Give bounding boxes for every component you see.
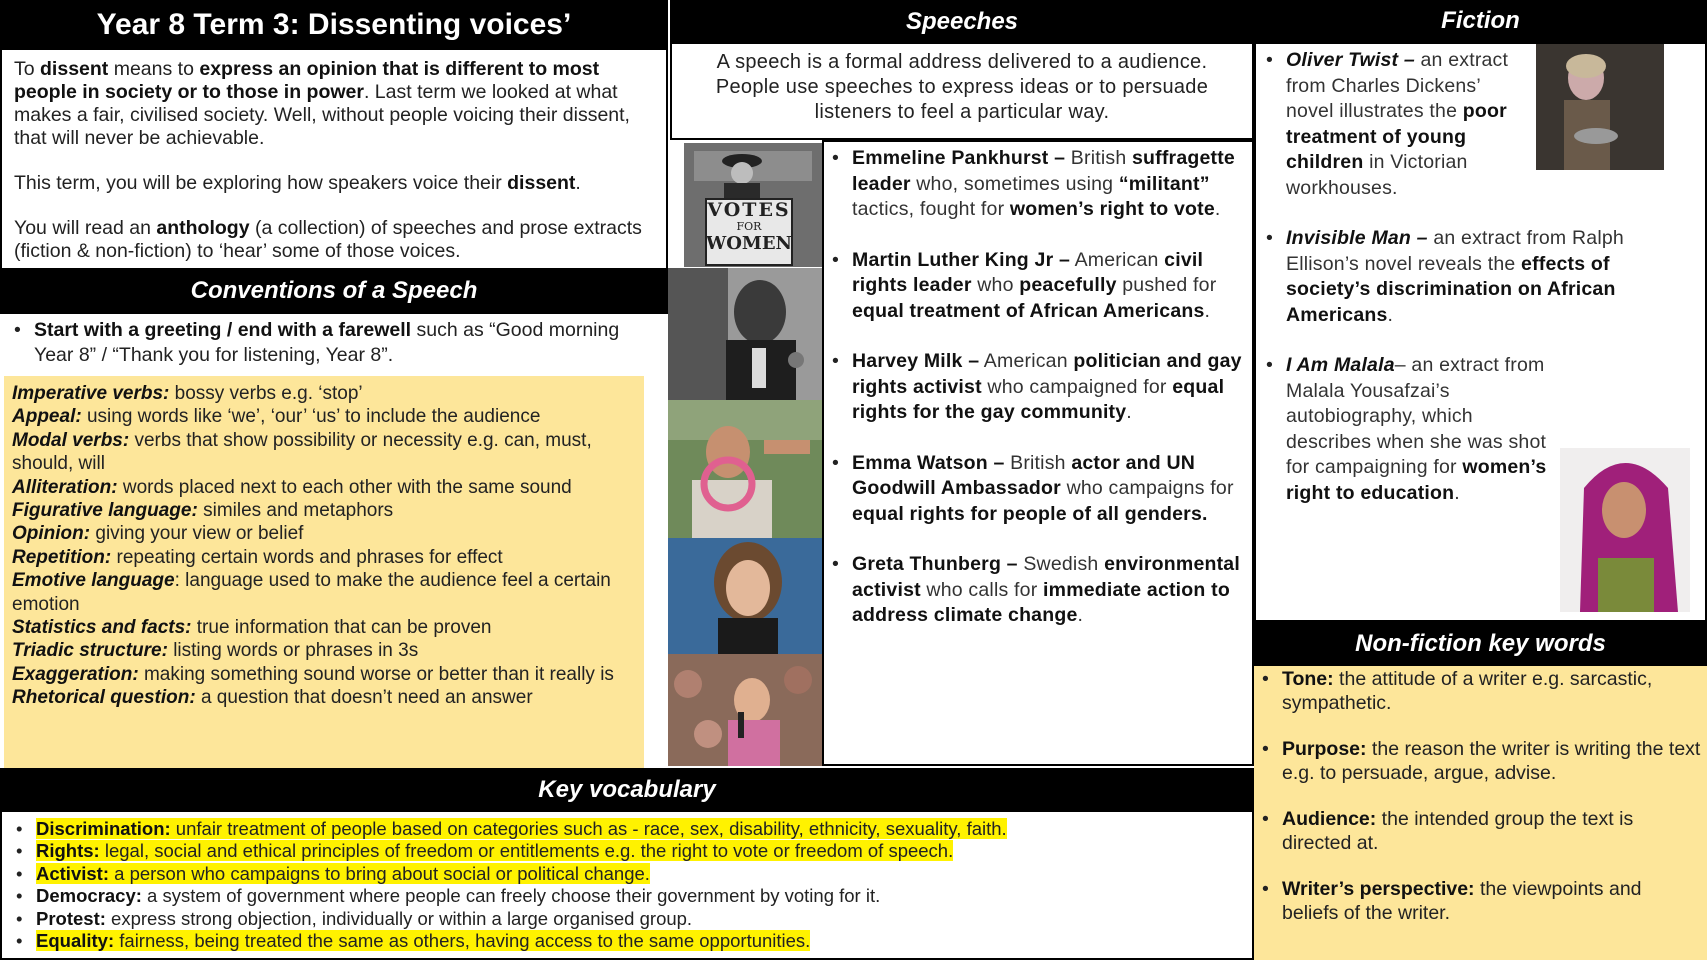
vocab-entry [36,908,692,929]
speaker-name: Martin Luther King Jr – [852,248,1071,271]
convention-term-definition: a question that doesn’t need an answer [195,687,533,709]
speaker-description: . [1077,604,1084,626]
speaker-key-phrase: peacefully [1019,274,1117,296]
fiction-item [1262,353,1562,506]
speaker-name: Greta Thunberg – [852,553,1018,575]
speaker-key-phrase: immediate action to address climate change [852,578,1230,626]
nonfiction-heading: Non-fiction key words [1254,622,1707,666]
fiction-title: Oliver Twist – [1286,49,1415,71]
nonfiction-definition: the attitude of a writer e.g. sarcastic, sympathetic. [1282,668,1653,714]
vocab-item [12,863,1242,885]
nonfiction-key-word [1258,808,1703,855]
fiction-description: – an extract from Malala Yousafzai’s autobiography, which describes when she was shot for campaigning for [1286,354,1547,478]
fiction-title: Invisible Man – [1286,227,1428,249]
convention-term-name: Figurative language: [12,500,198,522]
vocab-item [12,885,1242,907]
speaker-description: Swedish [1017,553,1105,575]
vocab-definition: a person who campaigns to bring about social or political change. [109,862,650,884]
fiction-key-phrase: women’s right to education [1286,456,1547,504]
convention-term-name: Modal verbs: [12,429,130,451]
speaker-key-phrase: environmental activist [852,553,1240,601]
fiction-description: an extract from Charles Dickens’ novel illustrates the [1286,49,1509,122]
speakers-panel [822,140,1254,766]
convention-term-definition: words placed next to each other with the same sound [117,476,572,498]
speaker-description: British [1065,147,1132,169]
speaker-description: who, sometimes using [910,172,1119,195]
speaker-name: Emmeline Pankhurst – [852,147,1066,169]
nonfiction-definition: the reason the writer is writing the text e.g. to persuade, argue, advise. [1282,738,1701,784]
speaker-name: Harvey Milk – [852,350,980,372]
convention-term [12,569,636,616]
speaker-key-phrase: politician and gay rights activist [852,350,1242,398]
convention-term-name: Triadic structure: [12,640,168,662]
convention-term-name: Repetition: [12,546,112,568]
speaker-key-phrase: “militant” [1118,172,1210,195]
vocab-term: Protest: [36,907,106,929]
convention-term-definition: using words like ‘we’, ‘our’ ‘us’ to include the audience [81,406,541,428]
convention-term-definition: bossy verbs e.g. ‘stop’ [169,383,363,404]
convention-term-definition: giving your view or belief [90,523,304,545]
nonfiction-term: Writer’s perspective: [1282,878,1475,900]
vocab-item [12,908,1242,930]
convention-term [12,499,636,522]
vocab-entry [36,885,880,906]
intro-paragraph-3: You will read an anthology (a collection) of speeches and prose extracts (fiction & non-fiction) to ‘hear’ some of those voices. [14,217,642,262]
vocab-term: Discrimination: [36,818,171,839]
speaker-description: who [971,274,1020,296]
convention-term [12,476,636,499]
conventions-greeting-bullet: • Start with a greeting / end with a farewell such as “Good morning Year 8” / “Thank you for listening, Year 8”. [0,316,668,374]
nonfiction-definition: the viewpoints and beliefs of the writer. [1282,878,1642,924]
speaker-description: . [1204,299,1211,322]
emma-watson-photo [668,538,822,654]
speaker-description: American [1070,248,1165,271]
fiction-description-end: in Victorian workhouses. [1286,151,1468,199]
speaker-description: tactics, fought for [852,198,1010,220]
intro-panel [0,50,668,268]
convention-term [12,382,636,405]
vocab-entry [36,930,810,951]
fiction-panel [1254,42,1707,622]
vocab-entry [36,863,650,884]
nonfiction-panel [1254,666,1707,960]
vocab-definition: legal, social and ethical principles of freedom or entitlements e.g. the right to vote or freedom of speech. [99,840,954,862]
speaker-item [828,349,1244,426]
fiction-item [1262,48,1532,201]
nonfiction-term: Tone: [1282,668,1334,690]
vocab-definition: express strong objection, individually or within a large organised group. [105,907,693,929]
convention-term [12,522,636,545]
emmeline-pankhurst-photo [684,143,822,267]
convention-term-definition: listing words or phrases in 3s [167,640,419,662]
speaker-key-phrase: women’s right to vote [1009,198,1215,220]
convention-term-definition: repeating certain words and phrases for effect [111,546,503,568]
convention-term-name: Imperative verbs: [12,383,170,404]
nonfiction-term: Audience: [1282,808,1377,830]
convention-term-definition: similes and metaphors [197,500,394,522]
nonfiction-term: Purpose: [1282,738,1367,760]
nonfiction-key-word [1258,738,1703,785]
convention-term [12,616,636,639]
vocab-definition: unfair treatment of people based on categories such as - race, sex, disability, ethnicity, sexuality, faith. [170,818,1007,839]
convention-term-definition: making something sound worse or better than it really is [138,663,614,685]
convention-term-name: Opinion: [12,523,91,545]
convention-term [12,405,636,428]
speaker-description: who calls for [920,578,1044,601]
vocab-definition: a system of government where people can freely choose their government by voting for it. [141,885,881,907]
nonfiction-key-word [1258,878,1703,925]
convention-term [12,429,636,476]
vocab-panel [0,812,1254,960]
speaker-item [828,552,1244,629]
vocab-entry [36,818,1007,839]
speaker-name: Emma Watson – [852,451,1005,474]
speaker-key-phrase: suffragette leader [852,147,1235,195]
speaker-description: who campaigned for [981,375,1173,398]
fiction-description-end: . [1387,303,1394,326]
vocab-item [12,840,1242,862]
page-title: Year 8 Term 3: Dissenting voices’ [0,0,668,50]
conventions-terms-panel [4,376,644,768]
convention-term-definition: verbs that show possibility or necessity e.g. can, must, should, will [12,429,592,475]
speaker-description: British [1004,451,1072,474]
convention-term-name: Rhetorical question: [12,687,196,709]
fiction-title: I Am Malala [1286,354,1395,376]
vocab-term: Activist: [36,862,109,884]
speaker-item [828,248,1244,325]
vocab-term: Equality: [36,930,115,952]
speaker-description: pushed for [1116,274,1217,296]
speaker-description: . [1214,198,1221,220]
nonfiction-definition: the intended group the text is directed at. [1282,808,1634,854]
speech-definition: A speech is a formal address delivered to a audience. People use speeches to express ideas or to persuade listeners to feel a particular way. [670,42,1254,140]
vocab-heading: Key vocabulary [0,768,1254,812]
convention-term [12,663,636,686]
vocab-item [12,818,1242,840]
convention-term-name: Appeal: [12,406,82,428]
intro-paragraph-1: To dissent means to express an opinion that is different to most people in society or to those in power. Last term we looked at what makes a fair, civilised society. Well, without people voicing their dissent, that will never be achievable. [14,58,630,149]
speaker-key-phrase: equal rights for the gay community [852,375,1225,423]
convention-term [12,546,636,569]
convention-term [12,639,636,662]
speaker-item [828,146,1244,223]
convention-term-name: Alliteration: [12,476,118,498]
convention-term-definition: true information that can be proven [191,617,492,639]
speaker-key-phrase: civil rights leader [852,248,1204,296]
speeches-heading: Speeches [670,0,1254,42]
convention-term [12,686,636,709]
convention-term-name: Emotive language [12,570,175,592]
conventions-heading: Conventions of a Speech [0,268,668,314]
convention-term-name: Exaggeration: [12,663,139,685]
speaker-key-phrase: equal rights for people of all genders. [852,502,1208,525]
martin-luther-king-photo [668,268,822,400]
vocab-entry [36,840,953,861]
fiction-description: an extract from Ralph Ellison’s novel reveals the [1286,227,1624,275]
vocab-definition: fairness, being treated the same as others, having access to the same opportunities. [114,930,811,952]
speaker-key-phrase: equal treatment of African Americans [852,299,1205,322]
speaker-key-phrase: actor and UN Goodwill Ambassador [852,451,1196,499]
vocab-item [12,930,1242,952]
fiction-key-phrase: poor treatment of young children [1286,100,1507,173]
nonfiction-key-word [1258,668,1703,715]
votes-for-women-sign: VOTES FOR WOMEN [706,199,792,254]
vocab-term: Rights: [36,840,100,862]
convention-term-definition: : language used to make the audience feel a certain emotion [12,570,611,615]
speaker-description: who campaigns for [1060,477,1234,499]
fiction-key-phrase: effects of society’s discrimination on African Americans [1286,252,1616,326]
fiction-heading: Fiction [1254,0,1707,42]
intro-paragraph-2: This term, you will be exploring how speakers voice their dissent. [14,172,581,194]
speaker-description: . [1126,401,1132,423]
speaker-item [828,451,1244,528]
speaker-description: American [979,350,1074,372]
vocab-term: Democracy: [36,885,142,907]
fiction-description-end: . [1454,481,1460,504]
greta-thunberg-photo [668,654,822,766]
harvey-milk-photo [668,400,822,538]
fiction-item [1262,226,1699,328]
convention-term-name: Statistics and facts: [12,617,192,639]
